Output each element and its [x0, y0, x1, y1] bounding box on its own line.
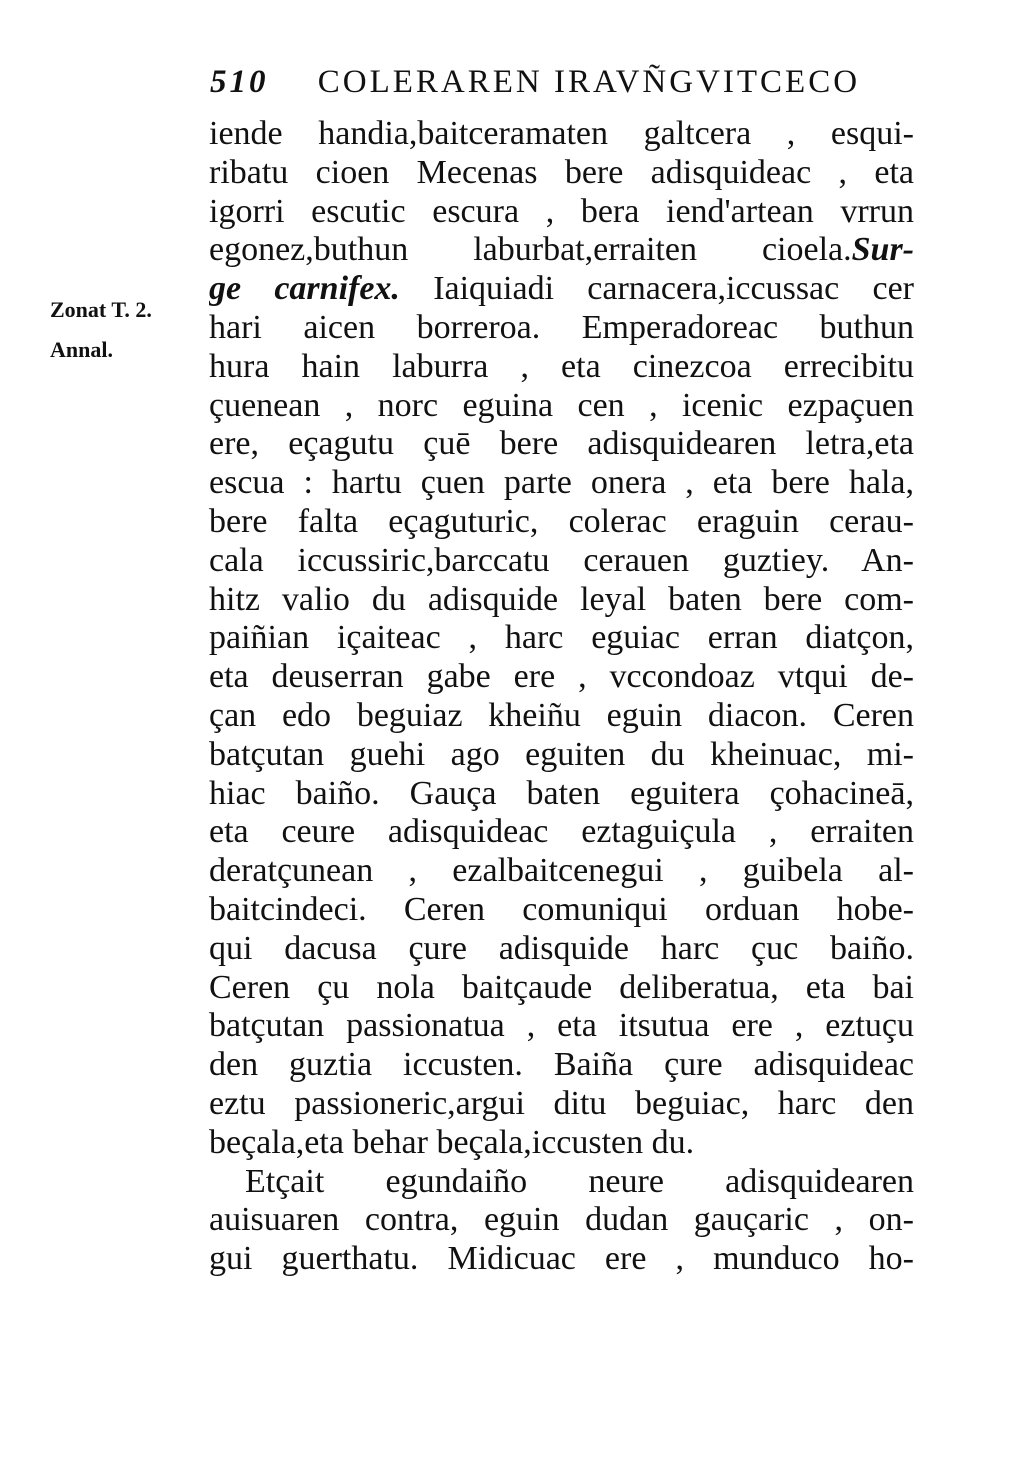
text-segment: egonez,buthun laburbat,erraiten cioela.	[209, 231, 852, 269]
text-line	[209, 969, 914, 1008]
page-number: 510	[210, 64, 269, 100]
text-segment: eztu passioneric,argui ditu beguiac, harc den	[209, 1084, 914, 1122]
text-line	[209, 1163, 914, 1202]
text-line	[209, 270, 914, 309]
text-segment: ribatu cioen Mecenas bere adisquideac , eta	[209, 153, 914, 191]
text-segment: bere falta eçaguturic, colerac eraguin cerau-	[209, 502, 914, 540]
text-segment: Iaiquiadi carnacera,iccussac cer	[399, 270, 914, 308]
text-line	[209, 231, 914, 270]
text-line	[209, 1201, 914, 1240]
italic-latin-phrase: ge carnifex.	[209, 270, 400, 308]
running-title: COLERAREN IRAVÑGVITCECO	[317, 64, 861, 100]
text-segment: batçutan guehi ago eguiten du kheinuac, mi-	[209, 735, 914, 773]
text-line	[209, 1124, 914, 1163]
text-segment: Ceren çu nola baitçaude deliberatua, eta bai	[209, 968, 914, 1006]
text-segment: hitz valio du adisquide leyal baten bere com-	[209, 580, 914, 618]
text-segment: eta ceure adisquideac eztaguiçula , erraiten	[209, 813, 914, 851]
text-segment: qui dacusa çure adisquide harc çuc baiño.	[209, 929, 914, 967]
text-line	[209, 658, 914, 697]
text-line	[209, 1085, 914, 1124]
text-segment: iende handia,baitceramaten galtcera , esqui-	[209, 115, 914, 152]
text-segment: batçutan passionatua , eta itsutua ere , eztuçu	[209, 1007, 914, 1045]
text-segment: ere, eçagutu çuē bere adisquidearen letra,eta	[209, 425, 914, 463]
text-segment: igorri escutic escura , bera iend'artean vrrun	[209, 192, 914, 230]
running-head	[210, 62, 910, 102]
text-line	[209, 503, 914, 542]
text-segment: cala iccussiric,barccatu cerauen guztiey. An-	[209, 541, 914, 579]
text-line	[209, 154, 914, 193]
text-line	[209, 193, 914, 232]
margin-note-annal: Annal.	[50, 337, 113, 362]
text-line	[209, 1240, 914, 1279]
text-segment: gui guerthatu. Midicuac ere , munduco ho-	[209, 1240, 914, 1278]
margin-notes	[50, 290, 200, 370]
text-segment: hari aicen borreroa. Emperadoreac buthun	[209, 308, 914, 346]
margin-note-reference: Zonat T. 2.	[50, 297, 152, 322]
text-line	[209, 542, 914, 581]
text-segment: escua : hartu çuen parte onera , eta bere hala,	[209, 464, 914, 502]
text-line	[209, 309, 914, 348]
body-text	[209, 115, 914, 1279]
text-line	[209, 1007, 914, 1046]
text-line	[209, 930, 914, 969]
text-line	[209, 115, 914, 154]
text-line	[209, 697, 914, 736]
text-segment: auisuaren contra, eguin dudan gauçaric , on-	[209, 1201, 914, 1239]
text-line	[209, 619, 914, 658]
text-segment: eta deuserran gabe ere , vccondoaz vtqui de-	[209, 658, 914, 696]
text-line	[209, 852, 914, 891]
text-segment: çan edo beguiaz kheiñu eguin diacon. Ceren	[209, 696, 914, 734]
text-segment: den guztia iccusten. Baiña çure adisquideac	[209, 1046, 914, 1084]
text-line	[209, 581, 914, 620]
text-line	[209, 775, 914, 814]
text-segment: beçala,eta behar beçala,iccusten du.	[209, 1123, 695, 1161]
text-line	[209, 736, 914, 775]
text-segment: paiñian içaiteac , harc eguiac erran diatçon,	[209, 619, 914, 657]
text-segment: deratçunean , ezalbaitcenegui , guibela al-	[209, 852, 914, 890]
text-segment: hiac baiño. Gauça baten eguitera çohacineā,	[209, 774, 914, 812]
text-line	[209, 425, 914, 464]
text-line	[209, 464, 914, 503]
text-line	[209, 387, 914, 426]
text-segment: hura hain laburra , eta cinezcoa errecibitu	[209, 347, 914, 385]
text-segment: çuenean , norc eguina cen , icenic ezpaçuen	[209, 386, 914, 424]
text-line	[209, 813, 914, 852]
text-line	[209, 891, 914, 930]
text-segment: Etçait egundaiño neure adisquidearen	[245, 1162, 914, 1200]
text-line	[209, 1046, 914, 1085]
italic-latin-phrase: Sur-	[851, 231, 914, 269]
text-segment: baitcindeci. Ceren comuniqui orduan hobe-	[209, 890, 914, 928]
text-line	[209, 348, 914, 387]
